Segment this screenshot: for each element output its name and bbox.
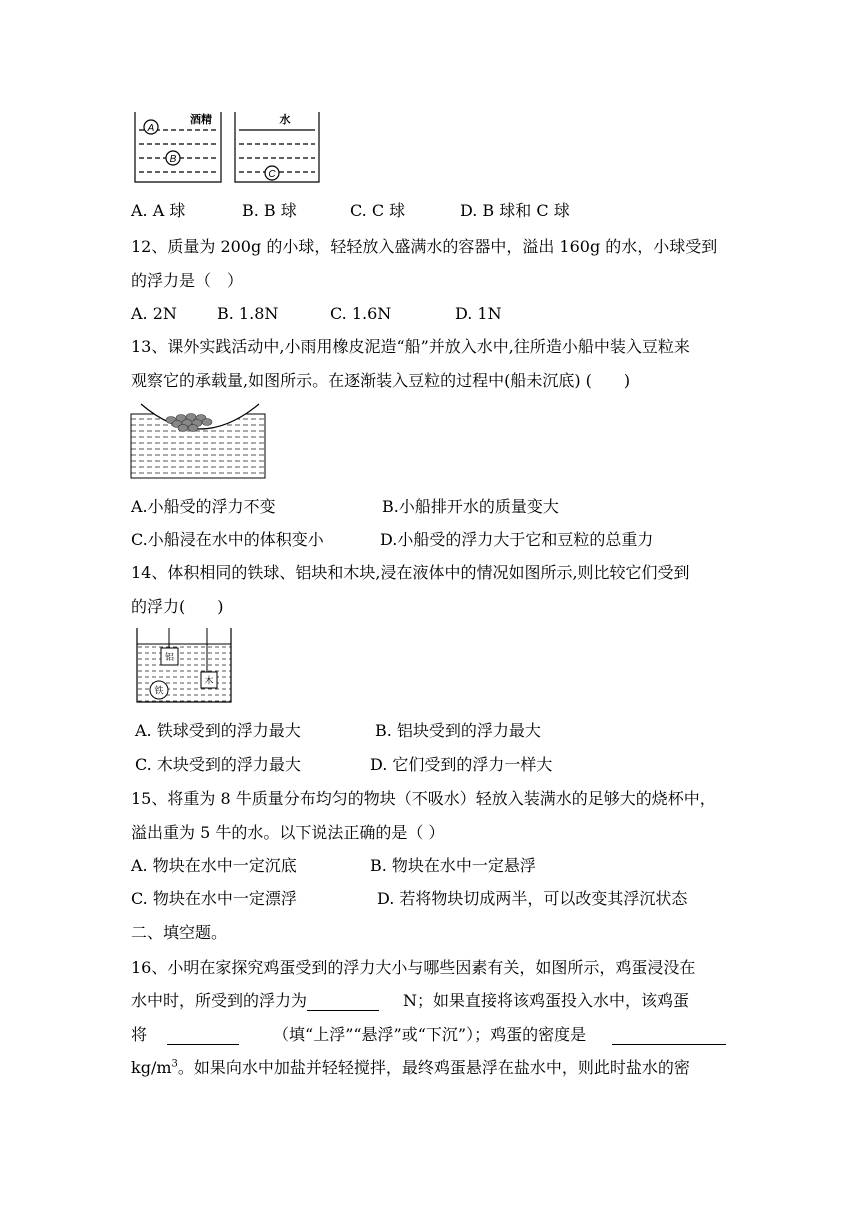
q14-option-c: C. 木块受到的浮力最大 xyxy=(135,755,301,774)
q12-option-d: D. 1N xyxy=(455,304,502,323)
q15-option-a: A. 物块在水中一定沉底 xyxy=(131,856,297,875)
q16-text-buoyancy: 水中时，所受到的浮力为 xyxy=(131,991,308,1010)
q16-stem-line4 xyxy=(131,1058,690,1078)
aluminum-label: 铝 xyxy=(164,653,175,663)
q12-option-a: A. 2N xyxy=(131,304,177,323)
q11-option-a: A. A 球 xyxy=(131,201,186,220)
ball-b-label: B xyxy=(169,154,177,165)
q16-text-drop: N；如果直接将该鸡蛋投入水中，该鸡蛋 xyxy=(403,991,690,1010)
q16-blank-state[interactable] xyxy=(167,1028,239,1045)
q16-stem-line2 xyxy=(131,991,689,1011)
iron-label: 铁 xyxy=(154,686,164,697)
q14-stem-line1: 14、体积相同的铁球、铝块和木块,浸在液体中的情况如图所示,则比较它们受到 xyxy=(131,563,690,582)
q16-blank-buoyancy[interactable] xyxy=(307,994,379,1011)
q12-option-c: C. 1.6N xyxy=(330,304,392,323)
q12-stem-line1: 12、质量为 200g 的小球，轻轻放入盛满水的容器中，溢出 160g 的水，小球受到 xyxy=(131,237,718,256)
q13-option-c: C.小船浸在水中的体积变小 xyxy=(131,530,324,549)
q14-option-d: D. 它们受到的浮力一样大 xyxy=(370,755,553,774)
alcohol-label: 酒精 xyxy=(190,114,212,126)
q16-stem-line3 xyxy=(131,1025,726,1045)
q13-stem-line1: 13、课外实践活动中,小雨用橡皮泥造“船”并放入水中,往所造小船中装入豆粒来 xyxy=(131,337,690,356)
section-title-fill-blank: 二、填空题。 xyxy=(131,923,228,942)
q15-option-b: B. 物块在水中一定悬浮 xyxy=(370,856,536,875)
q15-stem-line1: 15、将重为 8 牛质量分布均匀的物块（不吸水）轻放入装满水的足够大的烧杯中， xyxy=(131,789,716,808)
q16-text-will: 将 xyxy=(131,1025,148,1044)
q16-unit-exponent: 3 xyxy=(171,1058,178,1070)
q13-option-a: A.小船受的浮力不变 xyxy=(131,497,276,516)
q16-stem-line1: 16、小明在家探究鸡蛋受到的浮力大小与哪些因素有关，如图所示，鸡蛋浸没在 xyxy=(131,958,696,977)
q14-option-a: A. 铁球受到的浮力最大 xyxy=(135,721,301,740)
q15-option-c: C. 物块在水中一定漂浮 xyxy=(131,889,297,908)
q13-option-d: D.小船受的浮力大于它和豆粒的总重力 xyxy=(380,530,654,549)
ball-c-label: C xyxy=(268,169,276,180)
q13-stem-line2: 观察它的承载量,如图所示。在逐渐装入豆粒的过程中(船未沉底) ( ) xyxy=(131,371,631,390)
q13-option-b: B.小船排开水的质量变大 xyxy=(382,497,559,516)
q11-option-d: D. B 球和 C 球 xyxy=(460,201,570,220)
q16-text-salt: 。如果向水中加盐并轻轻搅拌，最终鸡蛋悬浮在盐水中，则此时盐水的密 xyxy=(177,1058,690,1077)
q11-option-b: B. B 球 xyxy=(242,201,297,220)
q12-option-b: B. 1.8N xyxy=(217,304,279,323)
water-label: 水 xyxy=(279,114,291,126)
q16-blank-density[interactable] xyxy=(612,1028,726,1045)
q16-unit: kg/m xyxy=(131,1058,172,1077)
q14-stem-line2: 的浮力( ) xyxy=(131,597,224,616)
fig-q13-boat xyxy=(131,404,266,480)
ball-a-label: A xyxy=(147,123,155,134)
q12-stem-line2: 的浮力是（ ） xyxy=(131,271,244,290)
q15-option-d: D. 若将物块切成两半，可以改变其浮沉状态 xyxy=(377,889,688,908)
q11-option-c: C. C 球 xyxy=(350,201,406,220)
q14-option-b: B. 铝块受到的浮力最大 xyxy=(375,721,541,740)
fig-q14-container xyxy=(131,626,237,706)
q16-text-density: （填“上浮”“悬浮”或“下沉”）；鸡蛋的密度是 xyxy=(273,1025,587,1044)
q15-stem-line2: 溢出重为 5 牛的水。以下说法正确的是（ ） xyxy=(131,823,445,842)
wood-label: 木 xyxy=(204,676,214,687)
fig-q11-containers xyxy=(131,110,331,190)
